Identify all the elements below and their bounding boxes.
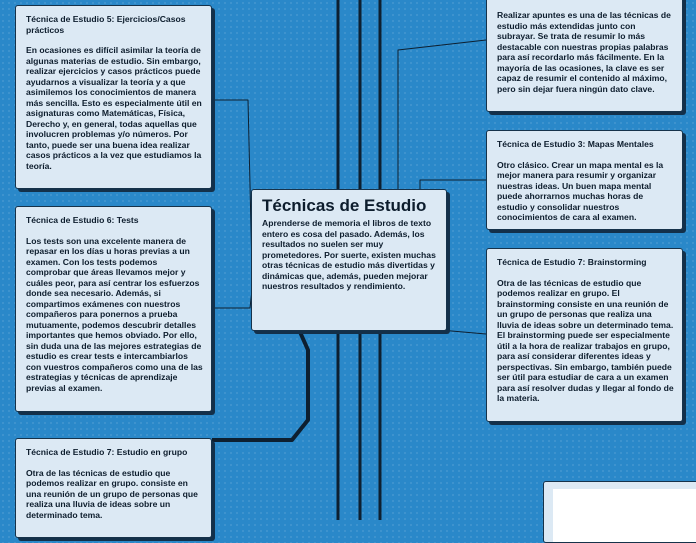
node-body: Otra de las técnicas de estudio que podemos realizar en grupo. El brainstorming consiste en una reunión de un grupo de personas que realiza una lluvia de ideas sobre un determinado tema. El brainstorming puede ser especialmente útil a la hora de realizar trabajos en grupo, para así considerar diferentes ideas y perspectivas. Sin embargo, también puede ser útil para estudiar de cara a un examen para así resolver dudas y llegar al fondo de la materia.: [497, 277, 674, 403]
node-body: Los tests son una excelente manera de repasar en los días u horas previas a un examen. Con los tests podemos comprobar que áreas llevamos mejor y cuáles peor, para así centrar los esfuerzos donde sea necesario. Además, si compartimos exámenes con nuestros compañeros para ponernos a prueba mutuamente, podemos descubrir detalles importantes que hemos obviado. Por ello, sin duda una de las mejores estrategias de estudio es crear tests e intercambiarlos con vuestros compañeros como una de las estrategias y técnicas de aprendizaje previas al examen.: [26, 235, 203, 393]
node-mapas[interactable]: [486, 130, 683, 230]
node-title: Técnica de Estudio 5: Ejercicios/Casos prácticos: [26, 14, 186, 35]
node-brainstorming[interactable]: [486, 248, 683, 422]
node-partial-offscreen[interactable]: [543, 481, 696, 543]
node-body: En ocasiones es difícil asimilar la teoría de algunas materias de estudio. Sin embargo, realizar ejercicios y casos prácticos puede ayudarnos a visualizar la teoría y a que asimilemos los conocimientos de manera más sencilla. Esto es especialmente útil en asignaturas como Matemáticas, Física, Derecho y, en general, todas aquellas que involucren problemas y/o números. Por tanto, puede ser una buena idea realizar casos prácticos a la vez que estudiamos la teoría.: [26, 45, 202, 171]
branch-ejercicios: [212, 100, 252, 270]
node-title: Técnica de Estudio 6: Tests: [26, 215, 139, 225]
node-title: Técnica de Estudio 3: Mapas Mentales: [497, 139, 654, 149]
central-body: Aprenderse de memoria el libros de texto entero es cosa del pasado. Además, los resultados no suelen ser muy prometedores. Por suerte, existen muchas otras técnicas de estudio más divertidas y dinámicas que, además, pueden mejorar nuestros resultados y rendimiento.: [262, 218, 436, 291]
node-body: Otro clásico. Crear un mapa mental es la mejor manera para resumir y organizar nuestras ideas. Un buen mapa mental puede ahorrarnos muchas horas de estudio y consolidar nuestros conocimientos de cara al examen.: [497, 159, 664, 222]
node-tests[interactable]: [15, 206, 212, 412]
node-body: Otra de las técnicas de estudio que podemos realizar en grupo. consiste en una reunión de un grupo de personas que realiza una lluvia de ideas sobre un determinado tema.: [26, 467, 198, 520]
central-topic[interactable]: [251, 189, 447, 331]
branch-tests: [212, 290, 252, 308]
node-ejercicios[interactable]: [15, 5, 212, 189]
node-subrayar[interactable]: [486, 0, 683, 112]
branch-grupo: [212, 332, 308, 440]
node-grupo[interactable]: [15, 438, 212, 538]
node-partial-content: [553, 489, 696, 542]
node-body: Realizar apuntes es una de las técnicas de estudio más extendidas junto con subrayar. Se trata de resumir lo más destacable con nuestras propias palabras para así recordarlo más fácilmente. En la mayoría de las ocasiones, la clave es ser capaz de resumir el contenido al máximo, pero sin dejar fuera ningún dato clave.: [497, 10, 671, 94]
node-title: Técnica de Estudio 7: Brainstorming: [497, 257, 647, 267]
node-title: Técnica de Estudio 7: Estudio en grupo: [26, 447, 188, 457]
central-title: Técnicas de Estudio: [262, 196, 427, 215]
